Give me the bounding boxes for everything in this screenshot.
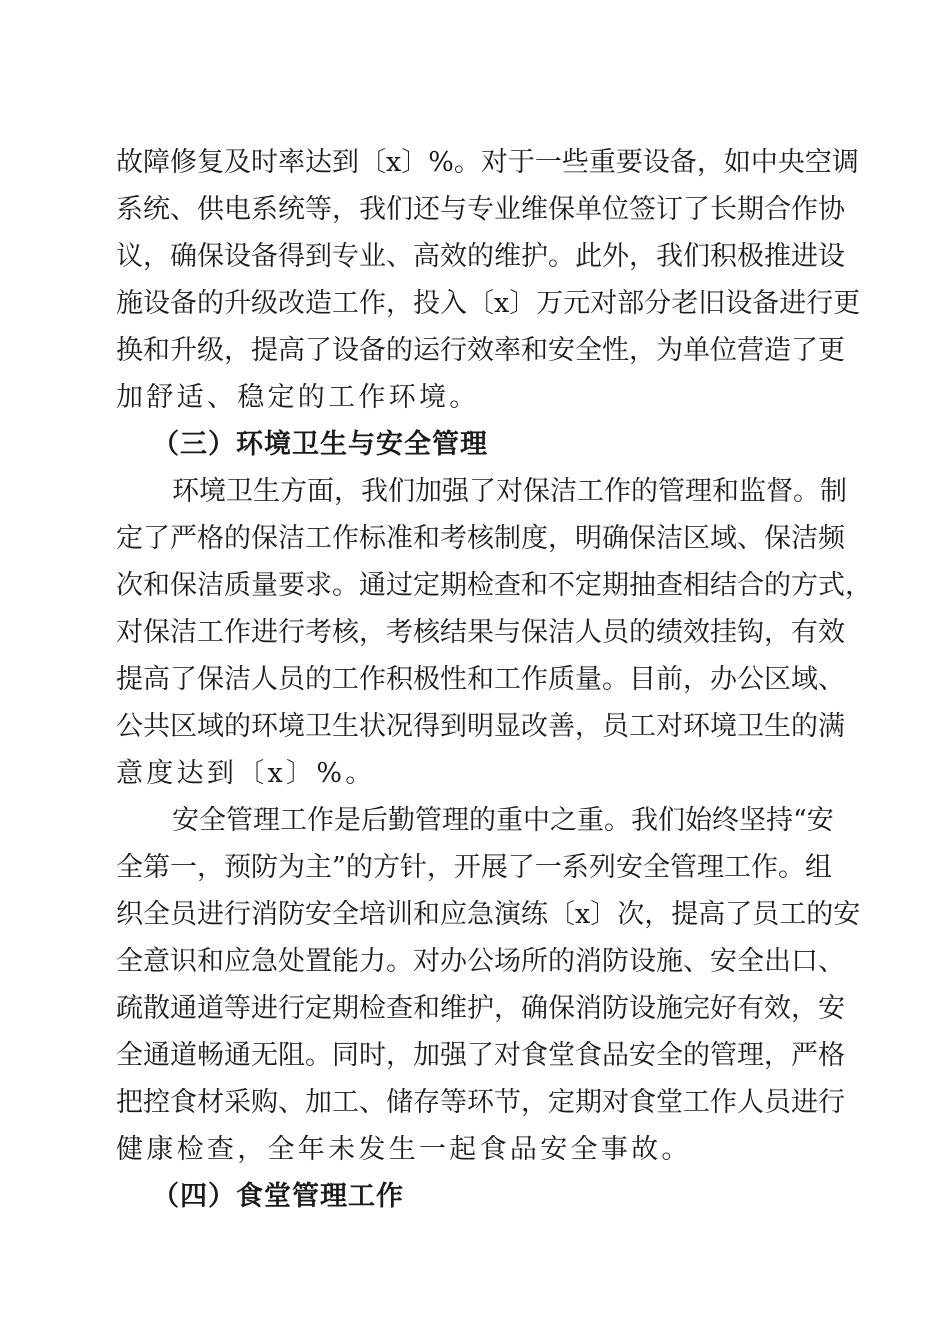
body-text-line: 施设备的升级改造工作，投入〔x〕万元对部分老旧设备进行更	[116, 288, 861, 319]
body-text-line: 议，确保设备得到专业、高效的维护。此外，我们积极推进设	[116, 241, 845, 272]
body-text-line: 定了严格的保洁工作标准和考核制度，明确保洁区域、保洁频	[116, 523, 845, 554]
body-text-line: 故障修复及时率达到〔x〕%。对于一些重要设备，如中央空调	[116, 147, 859, 178]
section-heading-3: （三）环境卫生与安全管理	[152, 429, 488, 460]
body-text-line: 对保洁工作进行考核，考核结果与保洁人员的绩效挂钩，有效	[116, 617, 845, 648]
paragraph-first-line: 安全管理工作是后勤管理的重中之重。我们始终坚持“安	[172, 805, 834, 836]
body-text-line: 疏散通道等进行定期检查和维护，确保消防设施完好有效，安	[116, 993, 845, 1024]
body-text-line: 健康检查，全年未发生一起食品安全事故。	[116, 1134, 692, 1165]
paragraph-first-line: 环境卫生方面，我们加强了对保洁工作的管理和监督。制	[172, 476, 847, 507]
section-heading-4: （四）食堂管理工作	[152, 1181, 404, 1212]
body-text-line: 加舒适、稳定的工作环境。	[116, 382, 480, 413]
body-text-line: 系统、供电系统等，我们还与专业维保单位签订了长期合作协	[116, 194, 845, 225]
body-text-line: 全意识和应急处置能力。对办公场所的消防设施、安全出口、	[116, 946, 845, 977]
body-text-line: 把控食材采购、加工、储存等环节，定期对食堂工作人员进行	[116, 1087, 845, 1118]
body-text-line: 次和保洁质量要求。通过定期检查和不定期抽查相结合的方式，	[116, 570, 872, 601]
body-text-line: 公共区域的环境卫生状况得到明显改善，员工对环境卫生的满	[116, 711, 845, 742]
body-text-line: 全通道畅通无阻。同时，加强了对食堂食品安全的管理，严格	[116, 1040, 845, 1071]
body-text-line: 全第一，预防为主”的方针，开展了一系列安全管理工作。组	[116, 852, 832, 883]
body-text-line: 织全员进行消防安全培训和应急演练〔x〕次，提高了员工的安	[116, 899, 861, 930]
body-text-line: 意度达到〔x〕%。	[116, 758, 376, 789]
body-text-line: 换和升级，提高了设备的运行效率和安全性，为单位营造了更	[116, 335, 845, 366]
body-text-line: 提高了保洁人员的工作积极性和工作质量。目前，办公区域、	[116, 664, 845, 695]
